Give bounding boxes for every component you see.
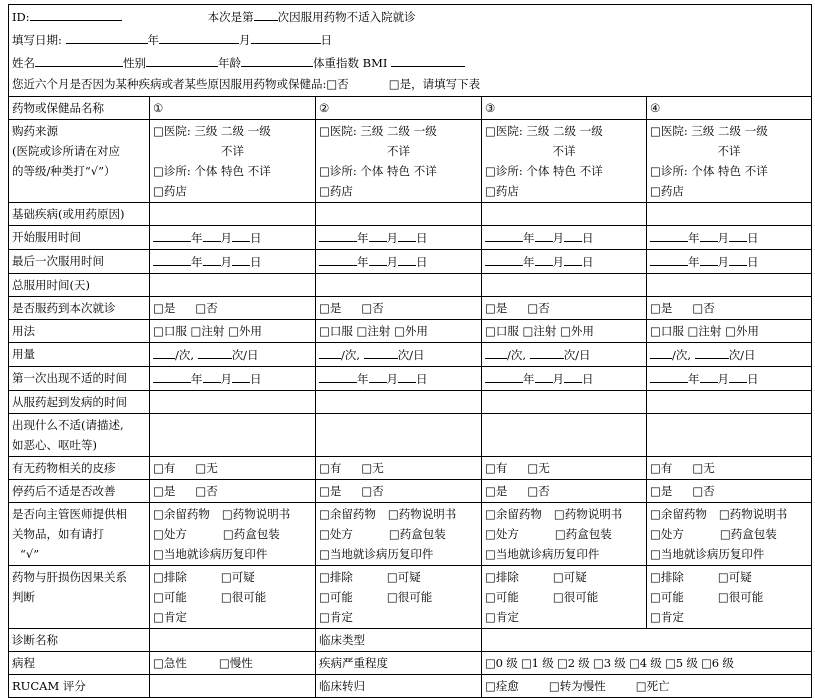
severity-6-checkbox[interactable]: □6 级 [701,656,734,670]
yes-checkbox[interactable]: □是 [485,301,508,315]
instructions-checkbox[interactable]: □药物说明书 [718,507,788,521]
first-discomfort-field[interactable] [647,367,812,391]
start-time-field[interactable] [150,226,316,250]
total-time-field[interactable] [482,274,647,297]
symptom-field[interactable] [150,414,316,457]
header-row-question [9,74,812,97]
purchase-source-cell [647,120,812,203]
rash-cell [316,457,482,480]
suspicious-checkbox[interactable]: □可疑 [220,570,255,584]
month-unit: 月 [552,372,564,386]
month-unit: 月 [552,231,564,245]
packaging-checkbox[interactable]: □药盒包装 [554,527,612,541]
pharmacy-option[interactable]: □药店 [319,184,353,198]
bmi-field[interactable] [391,52,465,67]
took-until-visit-label: 是否服药到本次就诊 [9,297,150,320]
rash-cell [482,457,647,480]
dosage-times-unit: 次/日 [397,348,425,362]
severity-0-checkbox[interactable]: □0 级 [485,656,518,670]
course-label: 病程 [9,652,150,675]
suspicious-checkbox[interactable]: □可疑 [552,570,587,584]
outcome-cell [482,675,812,698]
header-row-personal [9,51,812,74]
gender-field[interactable] [146,52,218,67]
clinic-option[interactable]: □诊所: 个体 特色 不详 [650,164,768,178]
purchase-source-cell [150,120,316,203]
external-checkbox[interactable]: □外用 [228,324,262,338]
severity-5-checkbox[interactable]: □5 级 [665,656,698,670]
year-unit: 年 [688,255,700,269]
yes-checkbox[interactable]: □是 [650,301,673,315]
visit-title-prefix: 本次是第 [207,10,254,24]
no-checkbox[interactable]: □否 [527,301,550,315]
certain-checkbox[interactable]: □肯定 [485,610,519,624]
provided-items-cell [482,503,647,566]
provided-items-label [9,503,150,566]
provided-label-line-1: 是否向主管医师提供相 [12,507,127,521]
drug-history-no-checkbox[interactable]: □否 [326,77,349,91]
last-time-label: 最后一次服用时间 [9,250,150,274]
have-checkbox[interactable]: □有 [319,461,342,475]
hospital-option[interactable]: □医院: 三级 二级 一级 [485,124,603,138]
total-time-field[interactable] [150,274,316,297]
basic-disease-field[interactable] [482,203,647,226]
diagnosis-field[interactable] [150,629,316,652]
year-unit: 年 [688,372,700,386]
remaining-drug-checkbox[interactable]: □余留药物 [319,507,376,521]
have-checkbox[interactable]: □有 [650,461,673,475]
no-checkbox[interactable]: □否 [692,484,715,498]
day-unit: 日 [416,372,428,386]
injection-checkbox[interactable]: □注射 [522,324,557,338]
purchase-source-cell [316,120,482,203]
took-until-visit-cell [316,297,482,320]
dosage-times-unit: 次/日 [563,348,591,362]
external-checkbox[interactable]: □外用 [394,324,428,338]
death-checkbox[interactable]: □死亡 [635,679,670,693]
day-unit: 日 [747,231,759,245]
symptom-field[interactable] [647,414,812,457]
day-unit: 日 [747,372,759,386]
month-unit: 月 [717,231,729,245]
hospital-option[interactable]: □医院: 三级 二级 一级 [153,124,271,138]
hospital-unknown-option[interactable]: 不详 [387,144,410,158]
visit-count-field[interactable] [254,6,278,21]
hospital-unknown-option[interactable]: 不详 [552,144,576,158]
external-checkbox[interactable]: □外用 [725,324,759,338]
rash-label: 有无药物相关的皮疹 [9,457,150,480]
day-unit: 日 [416,255,428,269]
probable-checkbox[interactable]: □很可能 [717,590,764,604]
year-unit: 年 [191,231,203,245]
cured-checkbox[interactable]: □痊愈 [485,679,519,693]
dosage-label: 用量 [9,343,150,367]
month-unit: 月 [239,33,251,47]
prescription-checkbox[interactable]: □处方 [319,527,353,541]
rash-cell [647,457,812,480]
have-checkbox[interactable]: □有 [153,461,176,475]
month-unit: 月 [717,372,729,386]
severity-4-checkbox[interactable]: □4 级 [629,656,662,670]
header-row-id [9,5,812,29]
clinical-type-label: 临床类型 [316,629,482,652]
header-row-date [9,28,812,51]
year-unit: 年 [688,231,700,245]
stop-improve-cell [647,480,812,503]
month-unit: 月 [552,255,564,269]
rash-cell [150,457,316,480]
course-cell [150,652,316,675]
dosage-field[interactable] [150,343,316,367]
start-time-field[interactable] [482,226,647,250]
symptom-field[interactable] [482,414,647,457]
day-unit: 日 [416,231,428,245]
total-time-field[interactable] [647,274,812,297]
symptom-label-line-2: 如恶心、呕吐等) [12,438,97,452]
id-field[interactable] [30,6,122,21]
instructions-checkbox[interactable]: □药物说明书 [387,507,457,521]
exclude-checkbox[interactable]: □排除 [650,570,684,584]
exclude-checkbox[interactable]: □排除 [319,570,353,584]
year-unit: 年 [523,255,535,269]
external-checkbox[interactable]: □外用 [560,324,594,338]
yes-checkbox[interactable]: □是 [153,301,176,315]
drug-induced-liver-injury-form [8,4,811,693]
remaining-drug-checkbox[interactable]: □余留药物 [153,507,210,521]
suspicious-checkbox[interactable]: □可疑 [717,570,752,584]
diagnosis-label: 诊断名称 [9,629,150,652]
dosage-times-unit: 次/日 [231,348,259,362]
year-unit: 年 [357,255,369,269]
age-field[interactable] [241,52,313,67]
clinical-type-field[interactable] [482,629,812,652]
severity-cell [482,652,812,675]
stop-improve-cell [482,480,647,503]
year-unit: 年 [357,231,369,245]
clinic-option[interactable]: □诊所: 个体 特色 不详 [319,164,437,178]
provided-items-cell [316,503,482,566]
yes-checkbox[interactable]: □是 [153,484,176,498]
no-checkbox[interactable]: □否 [195,484,218,498]
took-until-visit-cell [150,297,316,320]
drug-name-3[interactable]: ③ [482,97,647,120]
basic-disease-field[interactable] [150,203,316,226]
certain-checkbox[interactable]: □肯定 [319,610,353,624]
gender-label: 性别 [123,56,146,70]
injection-checkbox[interactable]: □注射 [190,324,225,338]
probable-checkbox[interactable]: □很可能 [220,590,267,604]
none-checkbox[interactable]: □无 [692,461,715,475]
causality-cell [482,566,647,629]
causality-label-line-1: 药物与肝损伤因果关系 [12,570,127,584]
age-label: 年龄 [218,56,241,70]
drug-name-2[interactable]: ② [316,97,482,120]
causality-label-line-2: 判断 [12,590,35,604]
date-month-field[interactable] [159,29,239,44]
drug-name-1[interactable]: ① [150,97,316,120]
date-label: 填写日期: [12,33,62,47]
symptom-label-line-1: 出现什么不适(请描述, [12,418,124,432]
yes-checkbox[interactable]: □是 [319,301,342,315]
drug-history-yes-checkbox[interactable]: □是，请填写下表 [388,77,481,91]
basic-disease-label: 基础疾病(或用药原因) [9,203,150,226]
first-discomfort-field[interactable] [150,367,316,391]
severity-3-checkbox[interactable]: □3 级 [593,656,626,670]
usage-cell [150,320,316,343]
onset-from-drug-label: 从服药起到发病的时间 [9,391,150,414]
outcome-label: 临床转归 [316,675,482,698]
year-unit: 年 [191,372,203,386]
remaining-drug-checkbox[interactable]: □余留药物 [650,507,707,521]
day-unit: 日 [320,33,333,47]
medical-record-checkbox[interactable]: □当地就诊病历复印件 [319,547,434,561]
possible-checkbox[interactable]: □可能 [485,590,519,604]
suspicious-checkbox[interactable]: □可疑 [386,570,421,584]
total-time-label: 总服用时间(天) [9,274,150,297]
name-field[interactable] [35,52,123,67]
month-unit: 月 [220,372,232,386]
oral-checkbox[interactable]: □口服 [153,324,187,338]
no-checkbox[interactable]: □否 [361,484,384,498]
year-unit: 年 [191,255,203,269]
yes-checkbox[interactable]: □是 [485,484,508,498]
have-checkbox[interactable]: □有 [485,461,508,475]
drug-history-question: 您近六个月是否因为某种疾病或者某些原因服用药物或保健品: [12,77,327,91]
remaining-drug-checkbox[interactable]: □余留药物 [485,507,542,521]
clinic-option[interactable]: □诊所: 个体 特色 不详 [485,164,603,178]
dosage-field[interactable] [647,343,812,367]
certain-checkbox[interactable]: □肯定 [153,610,187,624]
possible-checkbox[interactable]: □可能 [319,590,353,604]
possible-checkbox[interactable]: □可能 [153,590,187,604]
dosage-field[interactable] [316,343,482,367]
last-time-field[interactable] [482,250,647,274]
name-label: 姓名 [12,56,35,70]
none-checkbox[interactable]: □无 [361,461,384,475]
causality-cell [316,566,482,629]
prescription-checkbox[interactable]: □处方 [485,527,519,541]
first-discomfort-field[interactable] [482,367,647,391]
packaging-checkbox[interactable]: □药盒包装 [719,527,777,541]
clinic-option[interactable]: □诊所: 个体 特色 不详 [153,164,271,178]
date-day-field[interactable] [251,29,321,44]
basic-disease-field[interactable] [316,203,482,226]
yes-checkbox[interactable]: □是 [650,484,673,498]
severity-2-checkbox[interactable]: □2 级 [557,656,590,670]
day-unit: 日 [747,255,759,269]
stop-improve-cell [150,480,316,503]
pharmacy-option[interactable]: □药店 [153,184,187,198]
bmi-label: 体重指数 BMI [313,56,388,70]
injection-checkbox[interactable]: □注射 [687,324,722,338]
day-unit: 日 [582,231,594,245]
start-time-field[interactable] [316,226,482,250]
medical-record-checkbox[interactable]: □当地就诊病历复印件 [650,547,765,561]
chronic-outcome-checkbox[interactable]: □转为慢性 [548,679,606,693]
purchase-source-note-2: 的等级/种类打“√”） [12,164,116,178]
causality-cell [150,566,316,629]
probable-checkbox[interactable]: □很可能 [386,590,433,604]
packaging-checkbox[interactable]: □药盒包装 [388,527,446,541]
none-checkbox[interactable]: □无 [527,461,550,475]
chronic-checkbox[interactable]: □慢性 [218,656,253,670]
symptom-field[interactable] [316,414,482,457]
dosage-per-unit: /次, [175,348,195,362]
hospital-unknown-option[interactable]: 不详 [717,144,741,158]
month-unit: 月 [386,372,398,386]
month-unit: 月 [717,255,729,269]
instructions-checkbox[interactable]: □药物说明书 [221,507,291,521]
basic-disease-field[interactable] [647,203,812,226]
total-time-field[interactable] [316,274,482,297]
dosage-field[interactable] [482,343,647,367]
day-unit: 日 [250,255,262,269]
month-unit: 月 [220,231,232,245]
rucam-field[interactable] [150,675,316,698]
purchase-source-cell [482,120,647,203]
provided-label-line-2: 关物品，如有请打 [12,527,104,541]
usage-label: 用法 [9,320,150,343]
provided-label-line-3: “√” [20,547,40,561]
pharmacy-option[interactable]: □药店 [485,184,519,198]
first-discomfort-field[interactable] [316,367,482,391]
id-label: ID: [12,10,30,24]
no-checkbox[interactable]: □否 [195,301,218,315]
acute-checkbox[interactable]: □急性 [153,656,187,670]
injection-checkbox[interactable]: □注射 [356,324,391,338]
year-unit: 年 [147,33,160,47]
provided-items-cell [150,503,316,566]
instructions-checkbox[interactable]: □药物说明书 [553,507,623,521]
medical-record-checkbox[interactable]: □当地就诊病历复印件 [485,547,600,561]
first-discomfort-label: 第一次出现不适的时间 [9,367,150,391]
hospital-unknown-option[interactable]: 不详 [221,144,244,158]
certain-checkbox[interactable]: □肯定 [650,610,684,624]
oral-checkbox[interactable]: □口服 [650,324,684,338]
onset-field[interactable] [647,391,812,414]
no-checkbox[interactable]: □否 [361,301,384,315]
medical-record-checkbox[interactable]: □当地就诊病历复印件 [153,547,268,561]
month-unit: 月 [386,255,398,269]
exclude-checkbox[interactable]: □排除 [153,570,187,584]
stop-improve-cell [316,480,482,503]
usage-cell [316,320,482,343]
provided-items-cell [647,503,812,566]
usage-cell [482,320,647,343]
none-checkbox[interactable]: □无 [195,461,218,475]
yes-checkbox[interactable]: □是 [319,484,342,498]
day-unit: 日 [250,231,262,245]
dosage-per-unit: /次, [507,348,527,362]
took-until-visit-cell [482,297,647,320]
purchase-source-note-1: (医院或诊所请在对应 [12,144,120,158]
day-unit: 日 [582,255,594,269]
oral-checkbox[interactable]: □口服 [485,324,519,338]
day-unit: 日 [582,372,594,386]
last-time-field[interactable] [150,250,316,274]
drug-name-header: 药物或保健品名称 [9,97,150,120]
took-until-visit-cell [647,297,812,320]
day-unit: 日 [250,372,262,386]
dosage-per-unit: /次, [341,348,361,362]
no-checkbox[interactable]: □否 [692,301,715,315]
severity-label: 疾病严重程度 [316,652,482,675]
onset-field[interactable] [482,391,647,414]
month-unit: 月 [386,231,398,245]
visit-title-suffix: 次因服用药物不适入院就诊 [277,10,416,24]
possible-checkbox[interactable]: □可能 [650,590,684,604]
last-time-field[interactable] [316,250,482,274]
dosage-per-unit: /次, [672,348,692,362]
year-unit: 年 [523,231,535,245]
date-year-field[interactable] [66,29,148,44]
prescription-checkbox[interactable]: □处方 [153,527,187,541]
packaging-checkbox[interactable]: □药盒包装 [222,527,280,541]
causality-cell [647,566,812,629]
hospital-option[interactable]: □医院: 三级 二级 一级 [650,124,768,138]
causality-label [9,566,150,629]
start-time-label: 开始服用时间 [9,226,150,250]
probable-checkbox[interactable]: □很可能 [552,590,599,604]
oral-checkbox[interactable]: □口服 [319,324,353,338]
year-unit: 年 [523,372,535,386]
purchase-source-title: 购药来源 [12,124,58,138]
hospital-option[interactable]: □医院: 三级 二级 一级 [319,124,437,138]
onset-field[interactable] [150,391,316,414]
symptom-label [9,414,150,457]
no-checkbox[interactable]: □否 [527,484,550,498]
drug-name-4[interactable]: ④ [647,97,812,120]
dosage-times-unit: 次/日 [728,348,756,362]
purchase-source-label [9,120,150,203]
exclude-checkbox[interactable]: □排除 [485,570,519,584]
stop-improve-label: 停药后不适是否改善 [9,480,150,503]
rucam-label: RUCAM 评分 [9,675,150,698]
month-unit: 月 [220,255,232,269]
usage-cell [647,320,812,343]
year-unit: 年 [357,372,369,386]
prescription-checkbox[interactable]: □处方 [650,527,684,541]
last-time-field[interactable] [647,250,812,274]
severity-1-checkbox[interactable]: □1 级 [521,656,554,670]
pharmacy-option[interactable]: □药店 [650,184,684,198]
start-time-field[interactable] [647,226,812,250]
onset-field[interactable] [316,391,482,414]
